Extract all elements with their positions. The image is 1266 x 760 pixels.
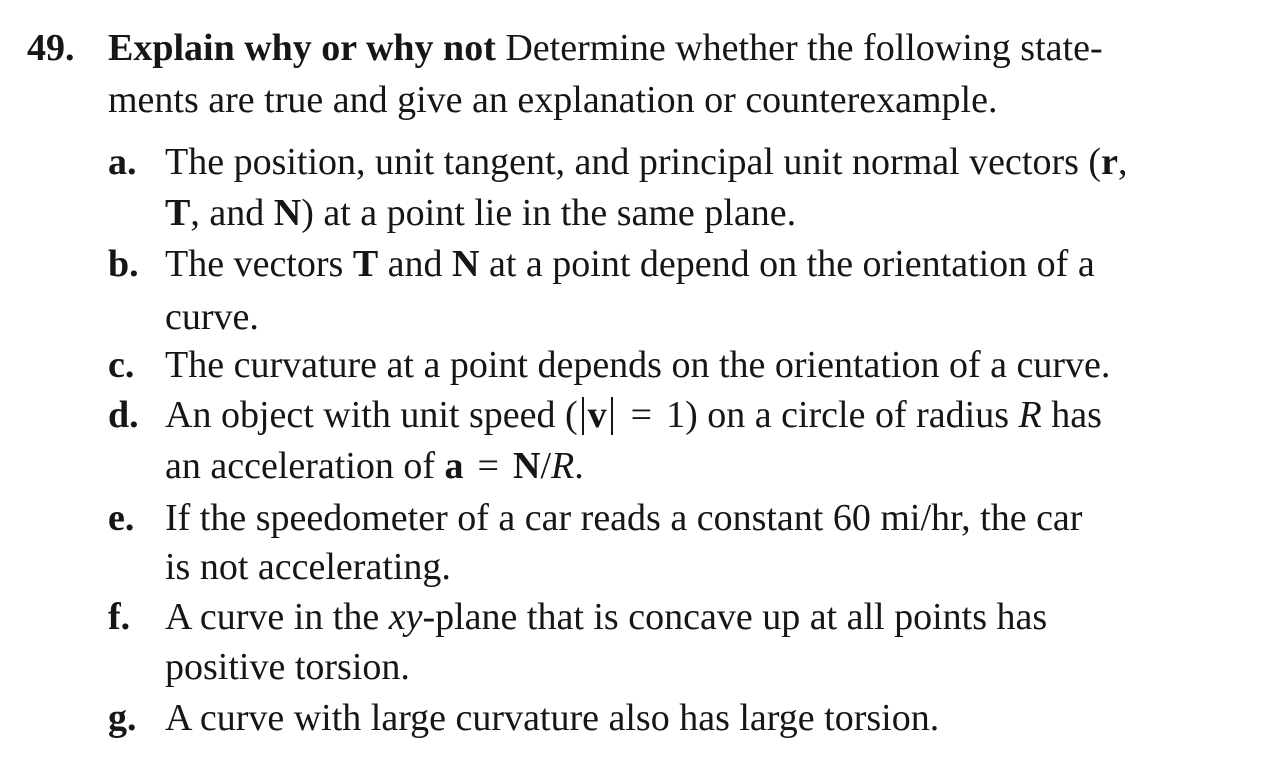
item-b-line-2 [165,292,259,342]
item-d-text-a: An object with unit speed ( [165,394,578,436]
item-e-label: e. [108,497,135,539]
item-g-label: g. [108,697,137,739]
item-f-text-a: A curve in the [165,596,389,638]
problem-title: Explain why or why not [108,27,496,69]
abs-bar-left [582,397,584,435]
vector-T: T [165,192,191,234]
vector-N: N [512,445,541,487]
item-a-comma: , [1117,141,1128,183]
item-a-line-2 [165,188,796,238]
item-d-label: d. [108,394,139,436]
item-d-text-b: 1) on a circle of radius [666,394,1019,436]
vector-a: a [444,445,464,487]
item-a-label: a. [108,141,137,183]
radius-R: R [1018,394,1042,436]
item-d-line-2 [165,441,584,491]
vector-N: N [273,192,302,234]
vector-v: v [587,394,607,436]
item-a-and: , and [190,192,274,234]
item-f-text-2: positive torsion. [165,646,410,688]
item-d-text-c: has [1041,394,1102,436]
item-a-line-1 [165,137,1127,187]
item-a-end: ) at a point lie in the same plane. [301,192,797,234]
item-d-line-1 [165,390,1102,440]
item-e-line-1 [165,493,1082,543]
item-b-text-2: curve. [165,296,259,338]
item-e-line-2 [165,542,451,592]
xy-variable: xy [388,596,423,638]
item-b-label: b. [108,243,139,285]
vector-N: N [452,243,480,285]
item-e-text-2: is not accelerating. [165,546,451,588]
equals-sign: = [630,394,653,436]
equals-sign: = [477,445,499,487]
item-f-label: f. [108,596,131,638]
item-f-line-1 [165,592,1047,642]
item-c-label: c. [108,344,135,386]
item-d-text-2: an acceleration of [165,445,445,487]
item-e-text-1: If the speedometer of a car reads a constant 60 mi/hr, the car [165,497,1083,539]
item-a-text: The position, unit tangent, and principal unit normal vectors ( [165,141,1102,183]
radius-R: R [551,445,575,487]
item-f-line-2 [165,642,410,692]
intro-line-2 [108,75,997,125]
item-b-text-b: and [378,243,453,285]
abs-bar-right [611,397,613,435]
problem-number: 49. [27,27,75,69]
intro-text-1: Determine whether the following state- [505,27,1103,69]
intro-text-2: ments are true and give an explanation or counterexample. [108,79,998,121]
period: . [574,445,584,487]
intro-line-1 [108,23,1103,73]
vector-T: T [352,243,379,285]
vector-r: r [1101,141,1118,183]
slash: / [540,445,551,487]
item-g-text: A curve with large curvature also has large torsion. [165,697,940,739]
item-c-text: The curvature at a point depends on the orientation of a curve. [165,344,1111,386]
item-c-line-1 [165,340,1110,390]
item-f-text-b: -plane that is concave up at all points has [422,596,1048,638]
item-b-text-a: The vectors [165,243,353,285]
item-g-line-1 [165,693,939,743]
item-b-line-1 [165,239,1095,289]
item-b-text-c: at a point depend on the orientation of a [479,243,1095,285]
